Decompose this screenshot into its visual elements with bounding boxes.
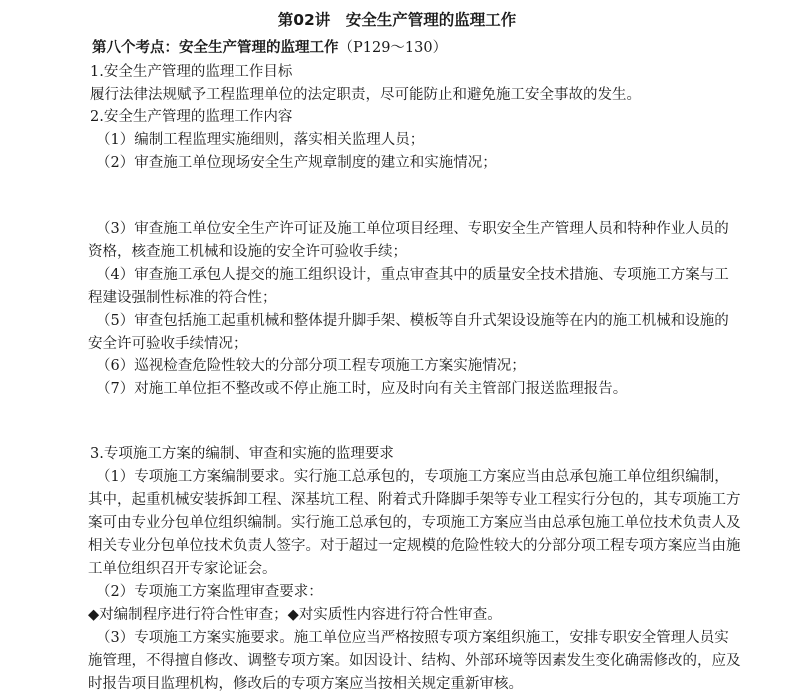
list-item-continuation: 安全许可验收手续情况； — [88, 336, 248, 352]
list-item-continuation: 程建设强制性标准的符合性； — [88, 290, 277, 306]
list-item: （5）审查包括施工起重机械和整体提升脚手架、模板等自升式架设设施等在内的施工机械和设施的 — [96, 313, 729, 329]
list-item-continuation: 时报告项目监理机构，修改后的专项方案应当按相关规定重新审核。 — [88, 676, 523, 692]
list-item: （4）审查施工承包人提交的施工组织设计，重点审查其中的质量安全技术措施、专项施工方案与工 — [96, 267, 729, 283]
list-item: （2）专项施工方案监理审查要求： — [96, 584, 323, 600]
paragraph-line: 履行法律法规赋予工程监理单位的法定职责，尽可能防止和避免施工安全事故的发生。 — [90, 87, 641, 103]
list-item: （2）审查施工单位现场安全生产规章制度的建立和实施情况； — [96, 155, 497, 171]
list-item: （3）审查施工单位安全生产许可证及施工单位项目经理、专职安全生产管理人员和特种作业人员的 — [96, 221, 729, 237]
list-item: （3）专项施工方案实施要求。施工单位应当严格按照专项方案组织施工，安排专职安全管理人员实 — [96, 630, 729, 646]
subheading-requirements: 3.专项施工方案的编制、审查和实施的监理要求 — [90, 446, 394, 462]
list-item: （1）专项施工方案编制要求。实行施工总承包的，专项施工方案应当由总承包施工单位组织编制， — [96, 469, 729, 485]
list-item-continuation: 工单位组织召开专家论证会。 — [88, 561, 277, 577]
section-heading — [92, 38, 447, 58]
list-item-continuation: 资格，核查施工机械和设施的安全许可验收手续； — [88, 244, 407, 260]
section-heading-pages: （P129～130） — [338, 40, 448, 56]
list-item: （6）巡视检查危险性较大的分部分项工程专项施工方案实施情况； — [96, 358, 526, 374]
section-heading-text: 第八个考点：安全生产管理的监理工作 — [92, 40, 339, 56]
list-item-continuation: 其中，起重机械安装拆卸工程、深基坑工程、附着式升降脚手架等专业工程实行分包的，其专项施工方 — [88, 492, 741, 508]
list-item: （1）编制工程监理实施细则，落实相关监理人员； — [96, 132, 425, 148]
bullet-line: ◆对编制程序进行符合性审查；◆对实质性内容进行符合性审查。 — [88, 607, 502, 623]
subheading-goal: 1.安全生产管理的监理工作目标 — [90, 64, 293, 80]
list-item: （7）对施工单位拒不整改或不停止施工时，应及时向有关主管部门报送监理报告。 — [96, 381, 628, 397]
list-item-continuation: 相关专业分包单位技术负责人签字。对于超过一定规模的危险性较大的分部分项工程专项方案应当由施 — [88, 538, 741, 554]
list-item-continuation: 施管理，不得擅自修改、调整专项方案。如因设计、结构、外部环境等因素发生变化确需修改的，应及 — [88, 653, 741, 669]
page-title: 第02讲 安全生产管理的监理工作 — [277, 11, 517, 29]
subheading-content: 2.安全生产管理的监理工作内容 — [90, 109, 293, 125]
list-item-continuation: 案可由专业分包单位组织编制。实行施工总承包的，专项施工方案应当由总承包施工单位技术负责人及 — [88, 515, 741, 531]
